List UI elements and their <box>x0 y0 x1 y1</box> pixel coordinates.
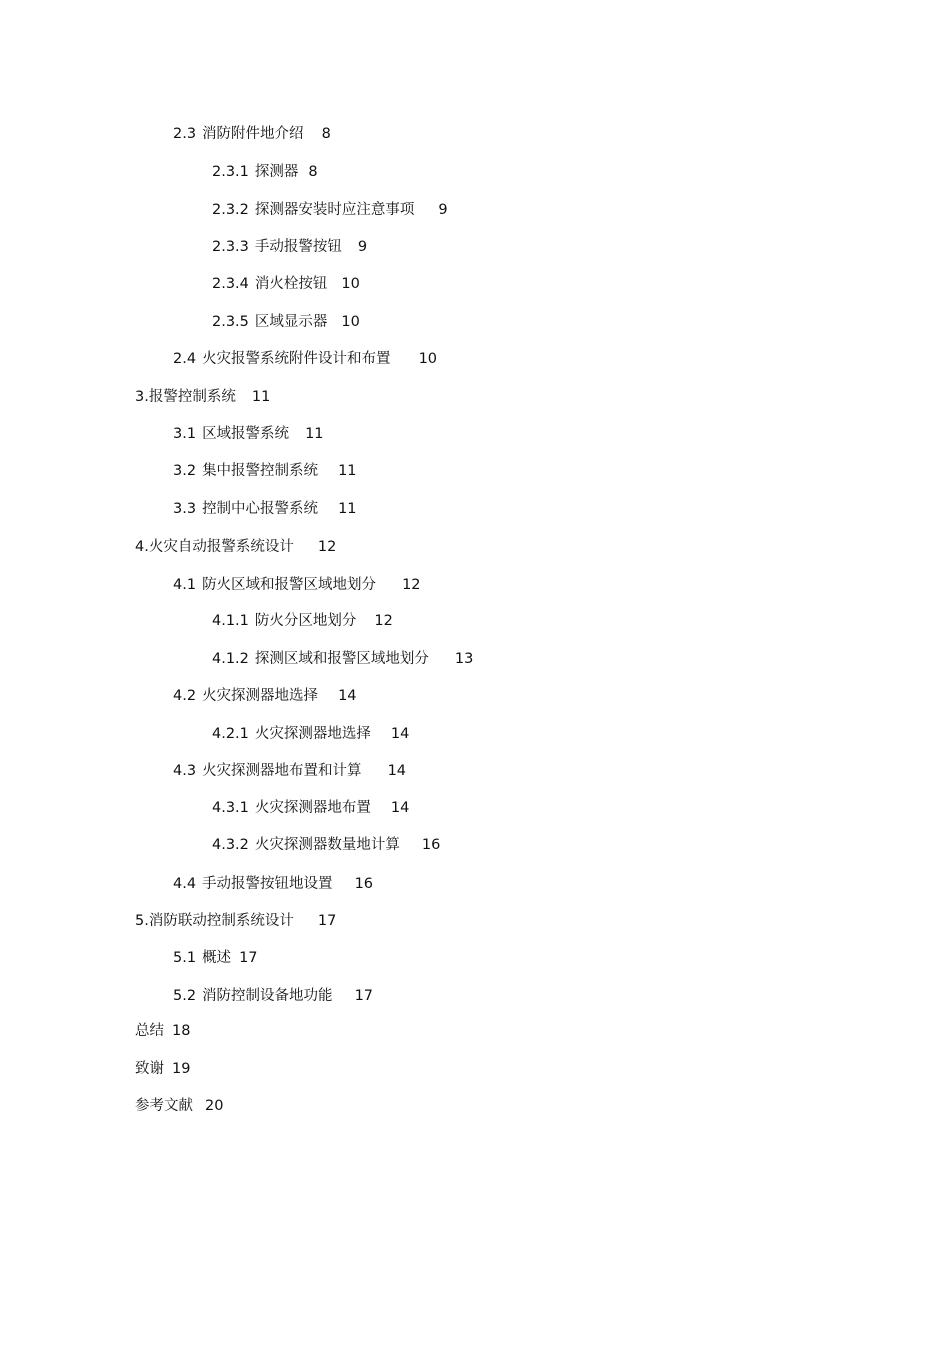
toc-page: 20 <box>205 1098 224 1114</box>
toc-page: 16 <box>354 876 374 892</box>
toc-page: 14 <box>390 800 410 816</box>
toc-title: 防火区域和报警区域地划分 <box>202 577 377 593</box>
toc-page: 9 <box>438 202 448 218</box>
toc-entry[interactable] <box>212 612 393 630</box>
toc-entry[interactable] <box>212 836 440 854</box>
toc-page: 10 <box>341 314 360 330</box>
toc-title: 总结 <box>135 1023 164 1039</box>
toc-page: 9 <box>357 239 368 255</box>
toc-title: 火灾探测器地选择 <box>202 688 319 704</box>
toc-page: 10 <box>341 276 360 292</box>
toc-page: 14 <box>338 688 357 704</box>
toc-page: 13 <box>454 651 474 667</box>
toc-number: 2.3.4 <box>212 276 249 292</box>
toc-page: 11 <box>251 389 271 405</box>
toc-entry[interactable] <box>173 500 357 518</box>
toc-number: 5.2 <box>173 988 197 1004</box>
toc-title: 探测器安装时应注意事项 <box>254 202 415 218</box>
toc-page: 19 <box>172 1061 191 1077</box>
toc-number: 3.3 <box>173 501 197 517</box>
toc-title: 消防联动控制系统设计 <box>148 913 294 929</box>
toc-entry[interactable] <box>135 1097 223 1115</box>
toc-page: 17 <box>354 988 374 1004</box>
toc-title: 火灾探测器地选择 <box>254 726 371 742</box>
toc-entry[interactable] <box>173 425 324 443</box>
toc-number: 5.1 <box>173 950 197 966</box>
toc-page: 14 <box>387 763 407 779</box>
toc-title: 控制中心报警系统 <box>202 501 319 517</box>
toc-number: 2.3.3 <box>212 239 249 255</box>
toc-number: 4.3 <box>173 763 197 779</box>
toc-number: 4.3.1 <box>212 800 249 816</box>
toc-title: 致谢 <box>135 1061 164 1077</box>
toc-title: 参考文献 <box>135 1098 193 1114</box>
toc-page: 16 <box>421 837 441 853</box>
toc-entry[interactable] <box>173 687 357 705</box>
toc-title: 概述 <box>202 950 232 966</box>
toc-title: 消防控制设备地功能 <box>202 988 333 1004</box>
toc-page: 12 <box>402 577 421 593</box>
toc-title: 集中报警控制系统 <box>202 463 319 479</box>
toc-title: 报警控制系统 <box>148 389 236 405</box>
toc-number: 2.3 <box>173 126 197 142</box>
toc-entry[interactable] <box>212 725 409 743</box>
toc-number: 4.4 <box>173 876 197 892</box>
toc-page: 17 <box>317 913 337 929</box>
toc-title: 火灾自动报警系统设计 <box>148 539 294 555</box>
toc-number: 4.1.1 <box>212 613 249 629</box>
toc-title: 手动报警按钮地设置 <box>202 876 333 892</box>
toc-entry[interactable] <box>173 987 373 1005</box>
toc-page: 12 <box>374 613 393 629</box>
toc-entry[interactable] <box>135 912 336 930</box>
toc-number: 2.4 <box>173 351 197 367</box>
toc-entry[interactable] <box>173 949 258 967</box>
toc-entry[interactable] <box>173 576 421 594</box>
toc-entry[interactable] <box>173 125 331 143</box>
toc-number: 2.3.1 <box>212 164 249 180</box>
toc-title: 手动报警按钮 <box>254 239 342 255</box>
toc-page: 11 <box>338 501 357 517</box>
toc-entry[interactable] <box>173 875 373 893</box>
toc-number: 4.2 <box>173 688 197 704</box>
toc-entry[interactable] <box>212 275 360 293</box>
toc-number: 2.3.2 <box>212 202 249 218</box>
toc-title: 区域显示器 <box>254 314 328 330</box>
toc-number: 3. <box>135 389 149 405</box>
toc-page: 10 <box>418 351 438 367</box>
toc-number: 2.3.5 <box>212 314 249 330</box>
toc-entry[interactable] <box>135 1060 190 1078</box>
toc-title: 火灾探测器数量地计算 <box>254 837 400 853</box>
toc-page: 14 <box>390 726 410 742</box>
toc-page: 8 <box>308 164 318 180</box>
toc-entry[interactable] <box>135 1022 190 1040</box>
toc-title: 探测器 <box>254 164 299 180</box>
toc-page: 11 <box>305 426 324 442</box>
toc-page: 12 <box>317 539 337 555</box>
toc-number: 5. <box>135 913 149 929</box>
toc-number: 3.1 <box>173 426 197 442</box>
toc-number: 3.2 <box>173 463 197 479</box>
toc-title: 火灾探测器地布置 <box>254 800 371 816</box>
toc-number: 4.3.2 <box>212 837 249 853</box>
toc-title: 火灾探测器地布置和计算 <box>202 763 362 779</box>
toc-title: 探测区域和报警区域地划分 <box>254 651 429 667</box>
toc-title: 防火分区地划分 <box>254 613 357 629</box>
toc-entry[interactable] <box>173 350 437 368</box>
toc-entry[interactable] <box>212 799 409 817</box>
toc-entry[interactable] <box>212 313 360 331</box>
toc-title: 消防附件地介绍 <box>202 126 304 142</box>
toc-entry[interactable] <box>212 650 473 668</box>
toc-title: 区域报警系统 <box>202 426 290 442</box>
toc-entry[interactable] <box>135 538 336 556</box>
toc-entry[interactable] <box>212 238 367 256</box>
toc-entry[interactable] <box>212 163 318 181</box>
toc-number: 4.1 <box>173 577 197 593</box>
toc-title: 火灾报警系统附件设计和布置 <box>202 351 391 367</box>
toc-number: 4.2.1 <box>212 726 249 742</box>
toc-page: 17 <box>239 950 258 966</box>
toc-entry[interactable] <box>173 462 357 480</box>
toc-number: 4. <box>135 539 149 555</box>
toc-entry[interactable] <box>212 201 448 219</box>
toc-entry[interactable] <box>173 762 406 780</box>
toc-page: 18 <box>172 1023 191 1039</box>
toc-title: 消火栓按钮 <box>254 276 328 292</box>
toc-entry[interactable] <box>135 388 270 406</box>
toc-page: 8 <box>321 126 331 142</box>
toc-number: 4.1.2 <box>212 651 249 667</box>
toc-page: 11 <box>338 463 357 479</box>
